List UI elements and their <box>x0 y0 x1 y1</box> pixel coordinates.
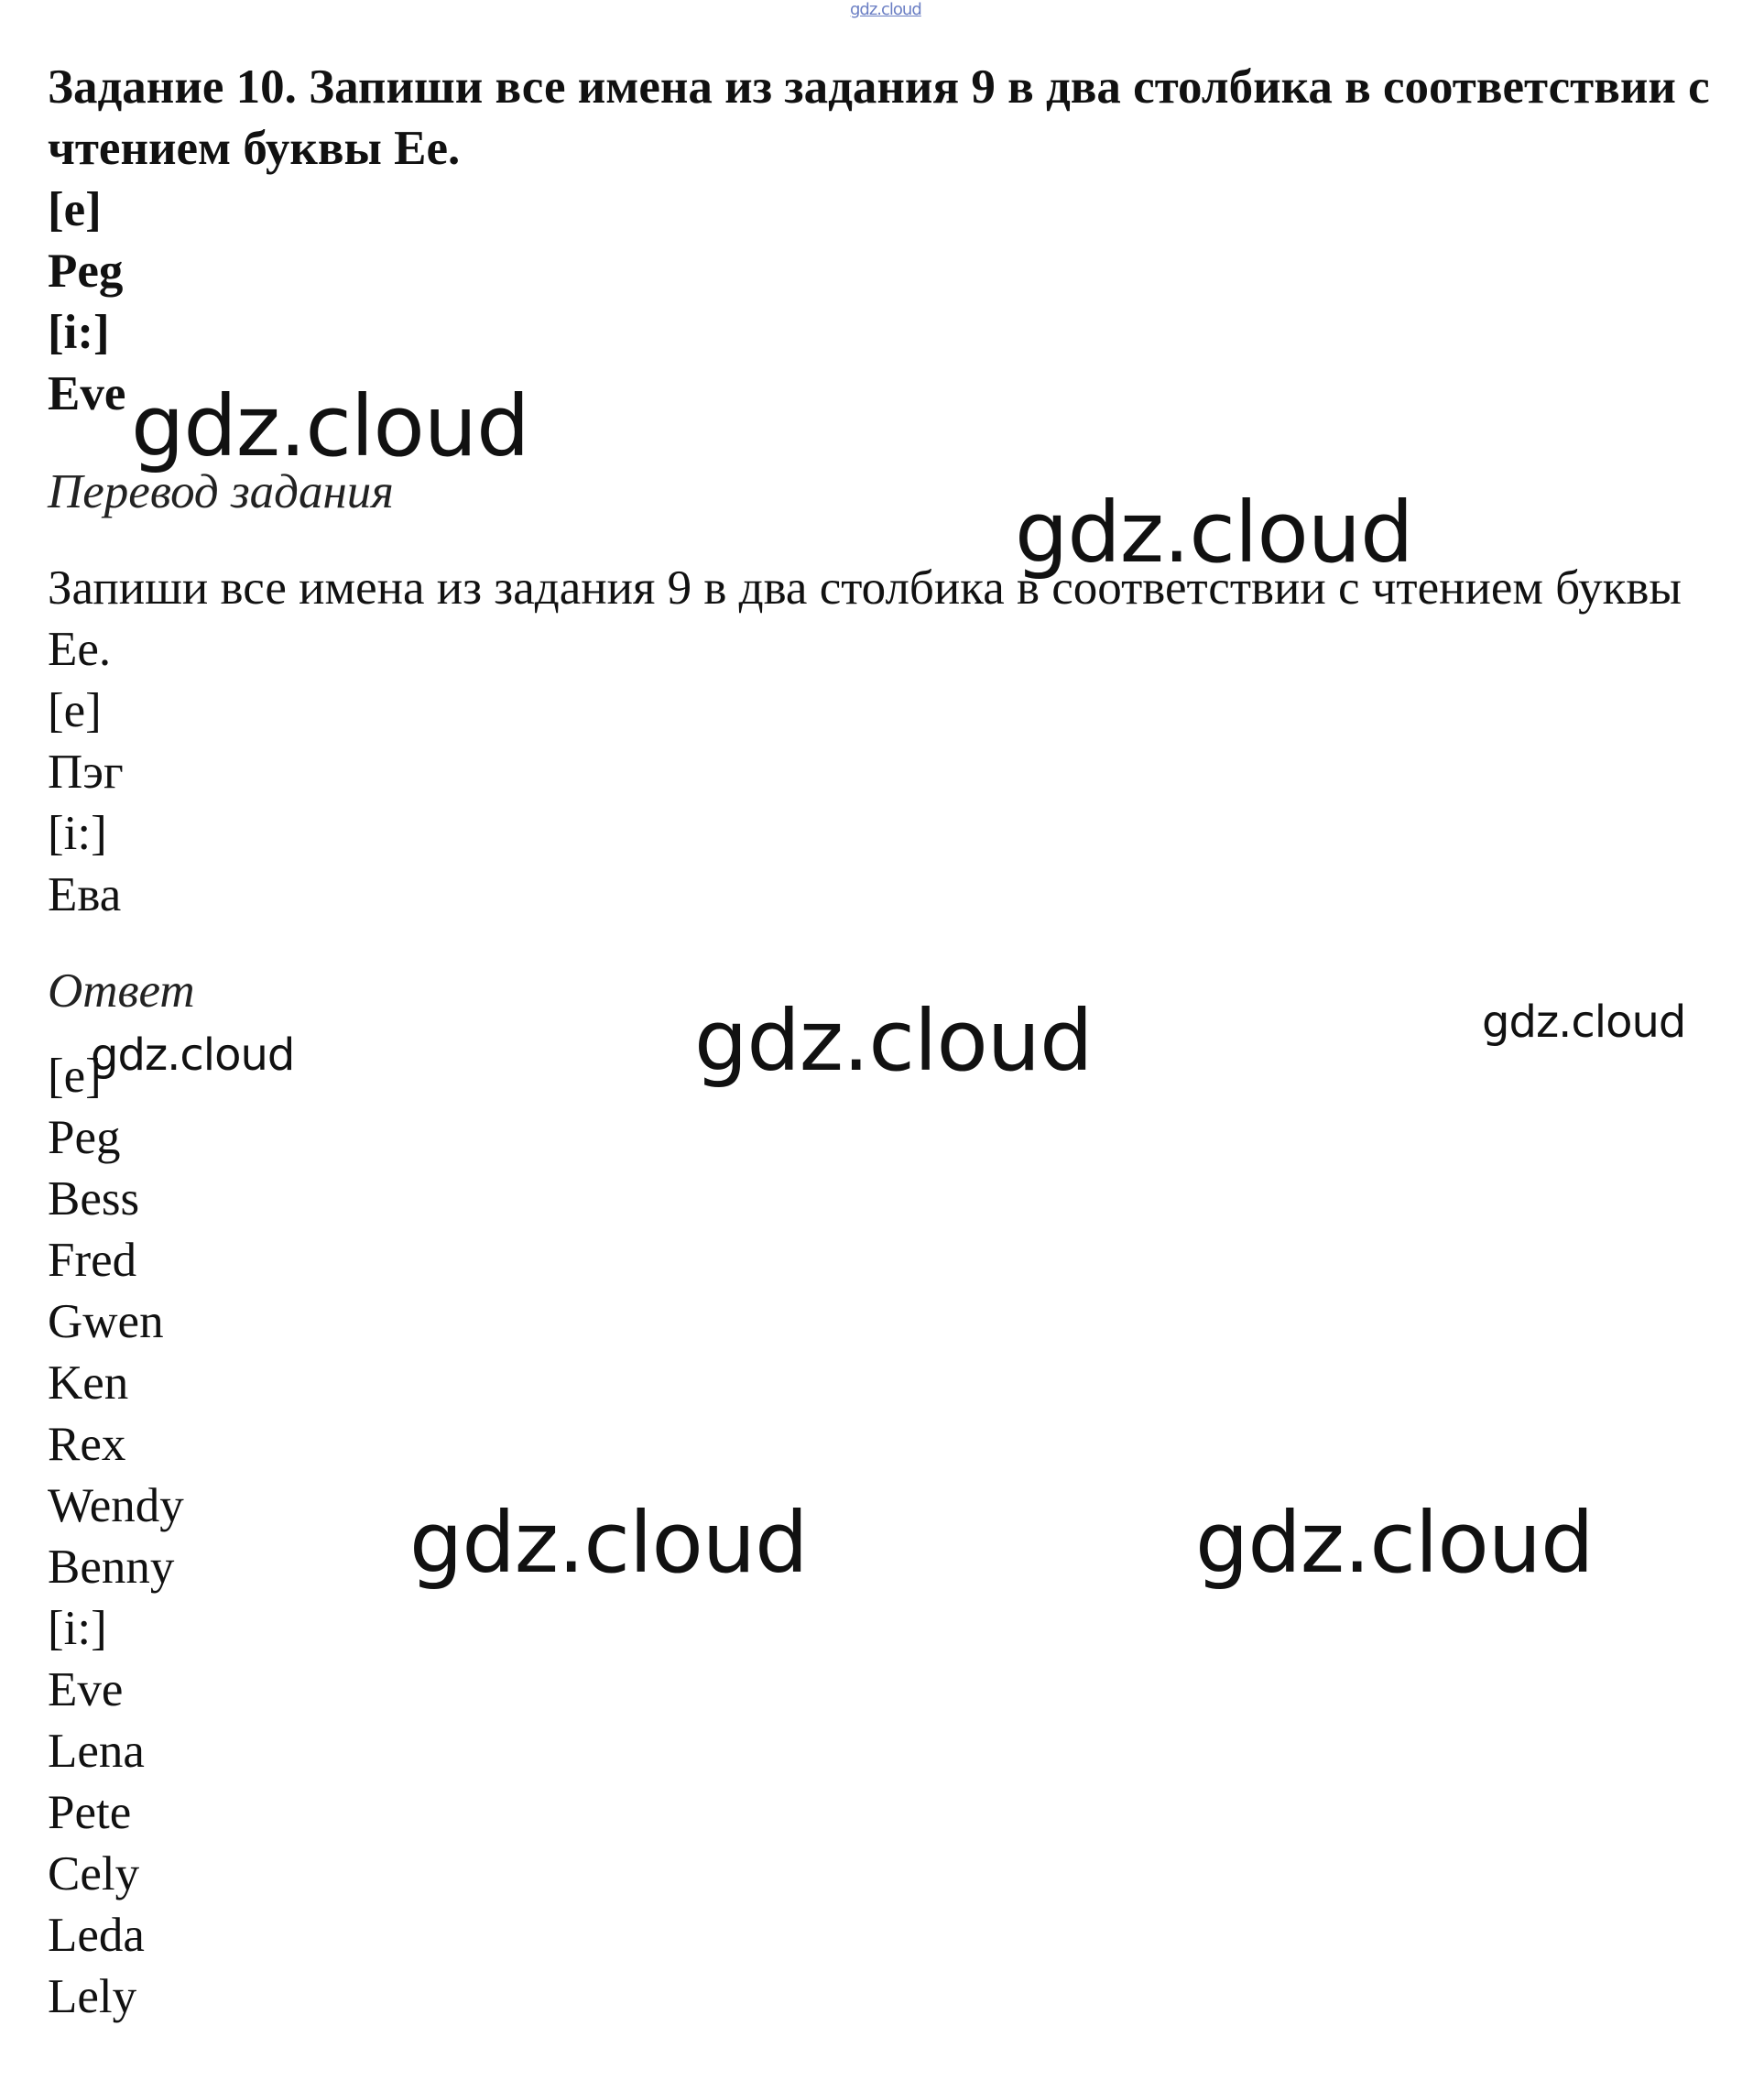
translation-paragraph: Запиши все имена из задания 9 в два столбика в соответствии с чтением буквы Ее. <box>48 561 1682 676</box>
task-name-i: Eve <box>48 367 126 420</box>
answer-name: Lely <box>48 1970 137 2023</box>
answer-name: Leda <box>48 1909 145 1962</box>
answer-name: Rex <box>48 1418 126 1471</box>
task-name-e: Peg <box>48 245 124 298</box>
answer-name: Peg <box>48 1111 121 1164</box>
task-title: Задание 10. Запиши все имена из задания 9 в два столбика в соответствии с чтением буквы Ee. <box>48 60 1710 175</box>
answer-name: Gwen <box>48 1295 164 1348</box>
answer-name: Benny <box>48 1541 175 1594</box>
answer-heading: Ответ <box>48 964 195 1018</box>
translation-name-e: Пэг <box>48 746 124 799</box>
watermark: gdz.cloud <box>694 992 1093 1090</box>
watermark: gdz.cloud <box>409 1494 808 1592</box>
answer-name: Pete <box>48 1786 132 1839</box>
task-label-e: [e] <box>48 183 102 236</box>
answer-name: Ken <box>48 1356 129 1410</box>
answer-name: Fred <box>48 1234 137 1287</box>
translation-heading: Перевод задания <box>48 465 394 518</box>
watermark: gdz.cloud <box>1015 484 1413 582</box>
top-watermark: gdz.cloud <box>850 0 921 19</box>
translation-name-i: Ева <box>48 868 122 921</box>
task-label-i: [i:] <box>48 306 110 359</box>
answer-name: Cely <box>48 1847 140 1900</box>
watermark: gdz.cloud <box>1482 996 1686 1048</box>
answer-name: Lena <box>48 1725 145 1778</box>
answer-name: Eve <box>48 1663 124 1716</box>
translation-label-e: [e] <box>48 684 102 737</box>
translation-label-i: [i:] <box>48 807 107 860</box>
watermark: gdz.cloud <box>131 377 529 475</box>
answer-label-i: [i:] <box>48 1602 107 1655</box>
answer-name: Wendy <box>48 1479 184 1532</box>
answer-label-e: [e] <box>48 1050 102 1103</box>
answer-name: Bess <box>48 1172 140 1225</box>
watermark: gdz.cloud <box>1195 1494 1594 1592</box>
watermark: gdz.cloud <box>91 1029 295 1081</box>
